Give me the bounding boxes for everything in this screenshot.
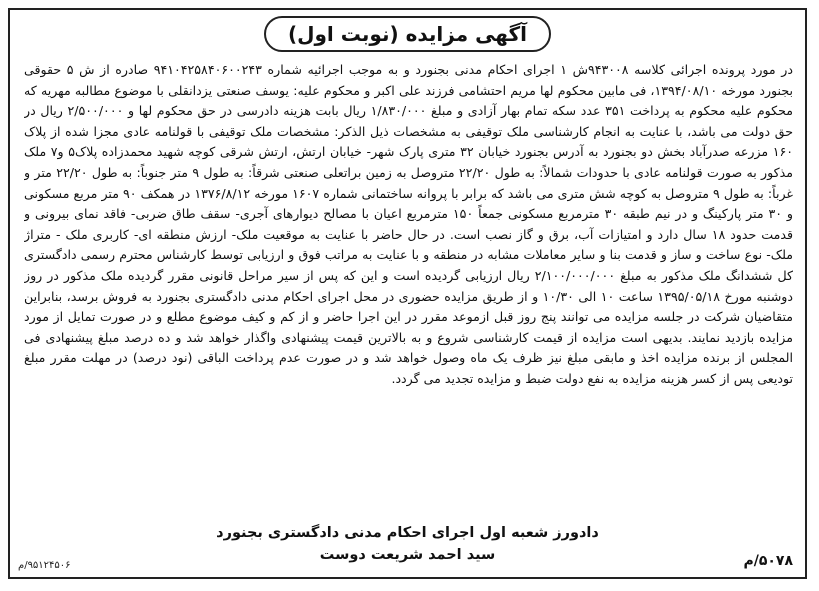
signature-title: دادورز شعبه اول اجرای احکام مدنی دادگستری بجنورد (216, 525, 599, 541)
signature-name: سید احمد شریعت دوست (319, 547, 496, 563)
notice-title: آگهی مزایده (نوبت اول) (264, 16, 551, 52)
ad-code: ۵۰۷۸/م (743, 553, 793, 569)
signature-block (10, 522, 805, 566)
title-row (10, 16, 805, 52)
reference-number: ۹۵۱۲۴۵۰۶/م (18, 560, 71, 571)
notice-frame (8, 8, 807, 579)
notice-body: در مورد پرونده اجرائی کلاسه ۹۴۳۰۰۸ش ۱ اجرای احکام مدنی بجنورد و به موجب اجرائیه شماره ۹۴۱۰۴۲۵۸۴۰۶۰۰۲۴۳ صادره از ش ۵ حقوقی بجنورد مورخه ۱۳۹۴/۰۸/۱۰، فی مابین محکوم لها مریم احتشامی فرزند علی اکبر و محکوم علیه: یوسف صنعتی یزدانقلی با موضوع مطالبه مهریه که محکوم علیه محکوم به پرداخت ۳۵۱ عدد سکه تمام بهار آزادی و مبلغ ۱/۸۳۰/۰۰۰ ریال بابت هزینه دادرسی در حق محکوم لها و ۲/۵۰۰/۰۰۰ ریال در حق دولت می باشد، با عنایت به انجام کارشناسی ملک توقیفی به مشخصات ذیل الذکر: مشخصات ملک توقیفی با قولنامه عادی مجزا شده از پلاک ۱۶۰ مزرعه صدرآباد بخش دو بجنورد به آدرس بجنورد خیابان ۳۲ متری پارک شهر- خیابان ارتش، ارتش شرقی کوچه شهید محمدزاده پلاک۵ و۷ ملک مذکور به صورت قولنامه عادی با حدودات شمالاً: به طول ۲۲/۲۰ متروصل به زمین براتعلی صنعتی شرقاً: به طول ۹ متر جنوباً: به طول ۲۲/۲۰ متر و غرباً: به طول ۹ متروصل به کوچه شش متری می باشد که برابر با پروانه ساختمانی شماره ۱۶۰۷ مورخه ۱۳۷۶/۸/۱۲ در همکف ۹۰ متر مربع مسکونی و ۳۰ متر پارکینگ و در نیم طبقه ۳۰ مترمربع مسکونی جمعاً ۱۵۰ مترمربع اعیان با مصالح دیوارهای آجری- سقف طاق ضربی- فاقد نمای بیرونی و قدمت حدود ۱۸ سال دارد و امتیازات آب، برق و گاز نصب است. در حال حاضر با عنایت به موقعیت ملک- ارزش منطقه ای- کاربری ملک - متراژ ملک- نوع ساخت و ساز و قدمت بنا و سایر معاملات مشابه در منطقه و با عنایت به مراتب فوق و ارزیابی توسط کارشناس محترم رسمی دادگستری کل ششدانگ ملک مذکور به مبلغ ۲/۱۰۰/۰۰۰/۰۰۰ ریال ارزیابی گردیده است و این که پس از سیر مراحل قانونی مقرر گردیده ملک مذکور در روز دوشنبه مورخ ۱۳۹۵/۰۵/۱۸ ساعت ۱۰ الی ۱۰/۳۰ و از طریق مزایده حضوری در محل اجرای احکام مدنی دادگستری بجنورد به فروش برسد، بنابراین متقاضیان شرکت در جلسه مزایده می توانند پنج روز قبل ازموعد مقرر در این اجرا حاضر و از کم و کیف موضوع مطلع و در صورت تمایل از مورد مزایده بازدید نمایند. بدیهی است مزایده از قیمت کارشناسی شروع و به بالاترین قیمت پیشنهادی واگذار خواهد شد و ده درصد مبلغ پیشنهادی فی المجلس از برنده مزایده اخذ و مابقی مبلغ نیز ظرف یک ماه وصول خواهد شد و در صورت عدم پرداخت الباقی (نود درصد) در مهلت مقرر مبلغ تودیعی پس از کسر هزینه مزایده به نفع دولت ضبط و مزایده تجدید می گردد. (24, 62, 793, 386)
